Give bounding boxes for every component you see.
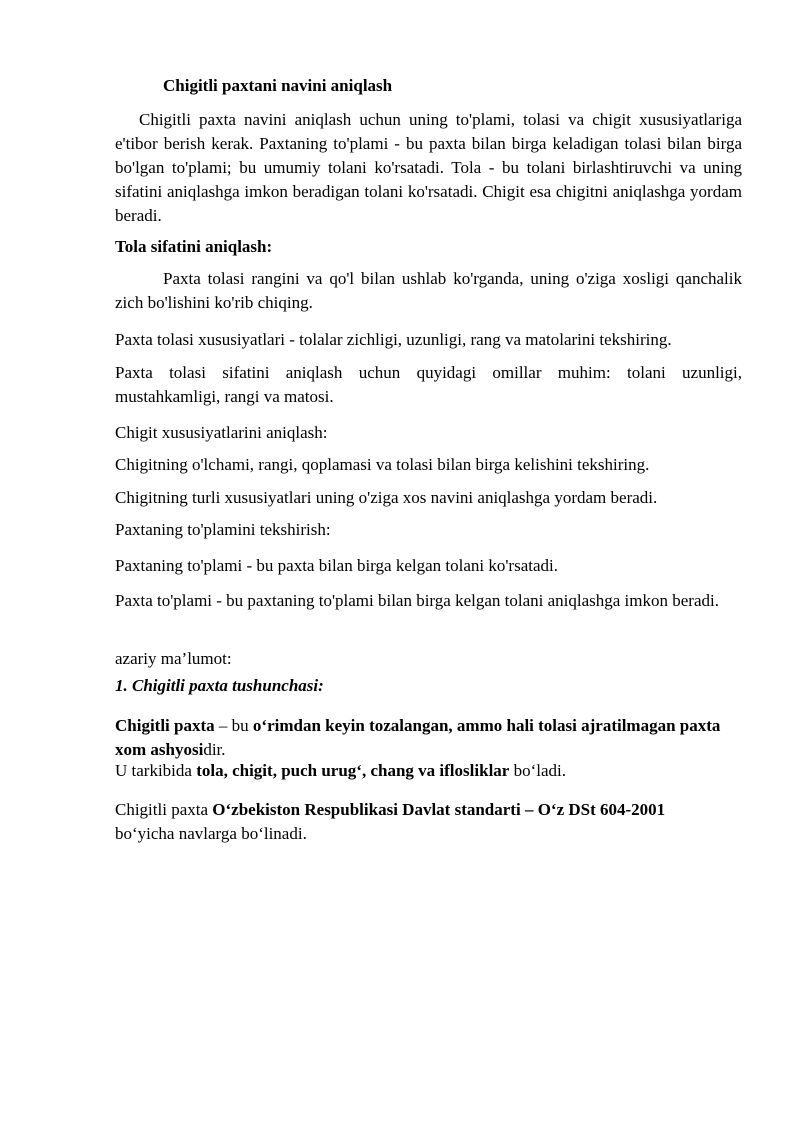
paragraph-chigit-variety: Chigitning turli xususiyatlari uning o'ziga xos navini aniqlashga yordam beradi. [115,488,658,507]
definition-body: o‘rimdan keyin tozalangan, ammo hali tolasi ajratilmagan paxta xom ashyosi [115,716,721,759]
standard-paragraph [115,798,742,846]
composition-suffix: lar [488,761,510,780]
paragraph-toplam-fibre: Paxta to'plami - bu paxtaning to'plami bilan birga kelgan tolani aniqlashga imkon beradi. [115,591,719,610]
composition-items: tola, chigit, puch urug‘, chang va ifloslik [196,761,489,780]
standard-name: O‘zbekiston Respublikasi Davlat standarti – O‘z DSt 604-2001 [212,800,666,819]
standard-line2: bo‘yicha navlarga bo‘linadi. [115,824,307,843]
definition-tail: dir. [203,740,226,759]
intro-paragraph: Chigitli paxta navini aniqlash uchun uning to'plami, tolasi va chigit xususiyatlariga e'tibor berish kerak. Paxtaning to'plami - bu paxta bilan birga keladigan tolasi bilan birga bo'lgan to'plami; bu umumiy tolani ko'rsatadi. Tola - bu tolani birlashtiruvchi va uning sifatini aniqlashga imkon beradigan tolani ko'rsatadi. Chigit esa chigitni aniqlashga yordam beradi. [115,110,742,225]
paragraph-chigit-size: Chigitning o'lchami, rangi, qoplamasi va tolasi bilan birga kelishini tekshiring. [115,455,650,474]
paragraph-tola-factors: Paxta tolasi sifatini aniqlash uchun quyidagi omillar muhim: tolani uzunligi, mustahkamligi, rangi va matosi. [115,363,742,406]
section-heading-1: 1. Chigitli paxta tushunchasi: [115,676,324,695]
definition-dash: – bu [214,716,253,735]
composition-post: bo‘ladi. [509,761,566,780]
tola-heading: Tola sifatini aniqlash: [115,237,273,256]
paragraph-theory-label: azariy ma’lumot: [115,649,232,668]
paragraph-toplam-heading: Paxtaning to'plamini tekshirish: [115,520,331,539]
paragraph-tola-properties: Paxta tolasi xususiyatlari - tolalar zichligi, uzunligi, rang va matolarini tekshiring. [115,330,672,349]
paragraph-tola-colour: Paxta tolasi rangini va qo'l bilan ushlab ko'rganda, uning o'ziga xosligi qanchalik zich bo'lishini ko'rib chiqing. [115,269,742,312]
document-title: Chigitli paxtani navini aniqlash [163,76,393,95]
definition-term: Chigitli paxta [115,716,215,735]
composition-paragraph [115,759,742,783]
paragraph-toplam-definition: Paxtaning to'plami - bu paxta bilan birga kelgan tolani ko'rsatadi. [115,556,558,575]
standard-pre: Chigitli paxta [115,800,213,819]
composition-pre: U tarkibida [115,761,197,780]
definition-paragraph [115,714,742,762]
paragraph-chigit-heading: Chigit xususiyatlarini aniqlash: [115,423,328,442]
